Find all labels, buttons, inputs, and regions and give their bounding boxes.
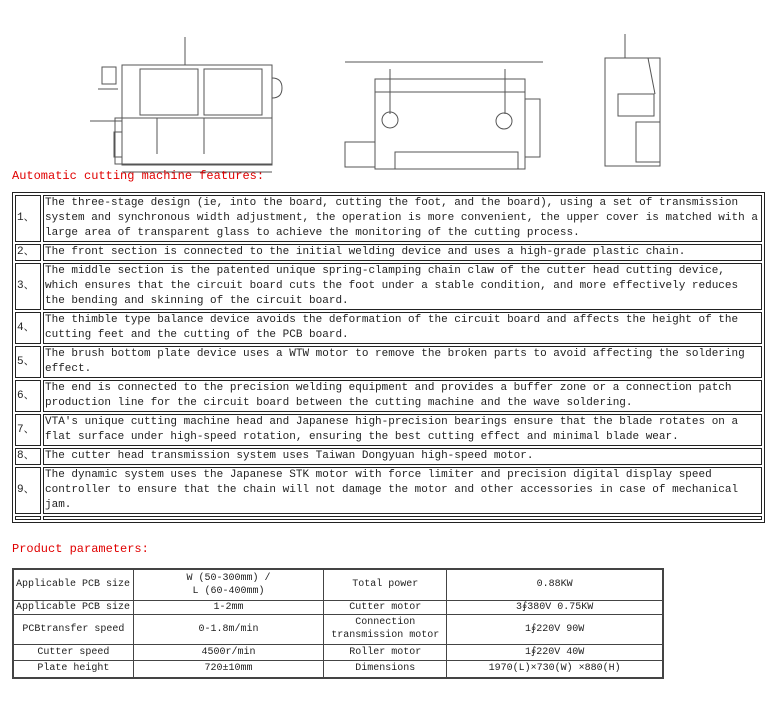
feature-number: 5、	[15, 346, 41, 378]
feature-number: 2、	[15, 244, 41, 261]
param-value: 3∮380V 0.75KW	[447, 600, 663, 614]
param-value: 720±10mm	[133, 660, 323, 678]
params-table	[12, 568, 664, 679]
param-value: 0-1.8m/min	[133, 614, 323, 644]
feature-row	[15, 414, 762, 446]
machine-drawings	[80, 14, 700, 174]
param-row	[13, 569, 663, 600]
param-label: Cutter motor	[324, 600, 447, 614]
feature-row	[15, 244, 762, 261]
param-label: Total power	[324, 569, 447, 600]
param-label: Applicable PCB size	[13, 600, 133, 614]
feature-row	[15, 448, 762, 465]
param-value: 1-2mm	[133, 600, 323, 614]
feature-row	[15, 195, 762, 242]
param-value: 0.88KW	[447, 569, 663, 600]
top-view-drawing	[345, 62, 543, 169]
feature-text: The cutter head transmission system uses Taiwan Dongyuan high-speed motor.	[43, 448, 762, 465]
feature-row	[15, 467, 762, 514]
params-heading: Product parameters:	[12, 542, 149, 556]
feature-number: 8、	[15, 448, 41, 465]
feature-row	[15, 263, 762, 310]
feature-number: 1、	[15, 195, 41, 242]
feature-text: The dynamic system uses the Japanese STK motor with force limiter and precision digital display speed controller to ensure that the chain will not damage the motor and other accessories in case of mechanical jam.	[43, 467, 762, 514]
feature-row	[15, 346, 762, 378]
features-table	[12, 192, 765, 523]
feature-number: 4、	[15, 312, 41, 344]
feature-row	[15, 380, 762, 412]
feature-number: 7、	[15, 414, 41, 446]
feature-text: The thimble type balance device avoids the deformation of the circuit board and affects the height of the cutting feet and the cutting of the PCB board.	[43, 312, 762, 344]
param-row	[13, 600, 663, 614]
features-heading: Automatic cutting machine features:	[12, 169, 265, 183]
feature-text: The front section is connected to the initial welding device and uses a high-grade plastic chain.	[43, 244, 762, 261]
param-row	[13, 660, 663, 678]
param-label: Applicable PCB size	[13, 569, 133, 600]
feature-row	[15, 312, 762, 344]
empty-row	[15, 516, 762, 520]
param-row	[13, 614, 663, 644]
param-value: 1∮220V 40W	[447, 644, 663, 660]
param-label: Roller motor	[324, 644, 447, 660]
feature-text: The three-stage design (ie, into the board, cutting the foot, and the board), using a set of transmission system and synchronous width adjustment, the operation is more convenient, the upper cover is matched with a large area of transparent glass to achieve the monitoring of the cutting process.	[43, 195, 762, 242]
side-view-drawing	[605, 34, 660, 174]
param-value: 1970(L)×730(W) ×880(H)	[447, 660, 663, 678]
feature-number: 3、	[15, 263, 41, 310]
param-value: W (50-300mm) / L (60-400mm)	[133, 569, 323, 600]
feature-number: 6、	[15, 380, 41, 412]
feature-text: VTA's unique cutting machine head and Japanese high-precision bearings ensure that the blade rotates on a flat surface under high-speed rotation, ensuring the best cutting effect and minimal blade wear.	[43, 414, 762, 446]
param-label: Connection transmission motor	[324, 614, 447, 644]
feature-number: 9、	[15, 467, 41, 514]
param-value: 1∮220V 90W	[447, 614, 663, 644]
param-value: 4500r/min	[133, 644, 323, 660]
param-label: Plate height	[13, 660, 133, 678]
feature-text: The end is connected to the precision welding equipment and provides a buffer zone or a connection patch production line for the circuit board between the cutting machine and the wave soldering.	[43, 380, 762, 412]
front-view-drawing	[90, 37, 282, 172]
feature-text: The middle section is the patented unique spring-clamping chain claw of the cutter head cutting device, which ensures that the circuit board cuts the foot under a stable condition, and more effectively reduces the bending and skinning of the circuit board.	[43, 263, 762, 310]
param-label: Cutter speed	[13, 644, 133, 660]
param-row	[13, 644, 663, 660]
param-label: Dimensions	[324, 660, 447, 678]
feature-text: The brush bottom plate device uses a WTW motor to remove the broken parts to avoid affecting the soldering effect.	[43, 346, 762, 378]
param-label: PCBtransfer speed	[13, 614, 133, 644]
